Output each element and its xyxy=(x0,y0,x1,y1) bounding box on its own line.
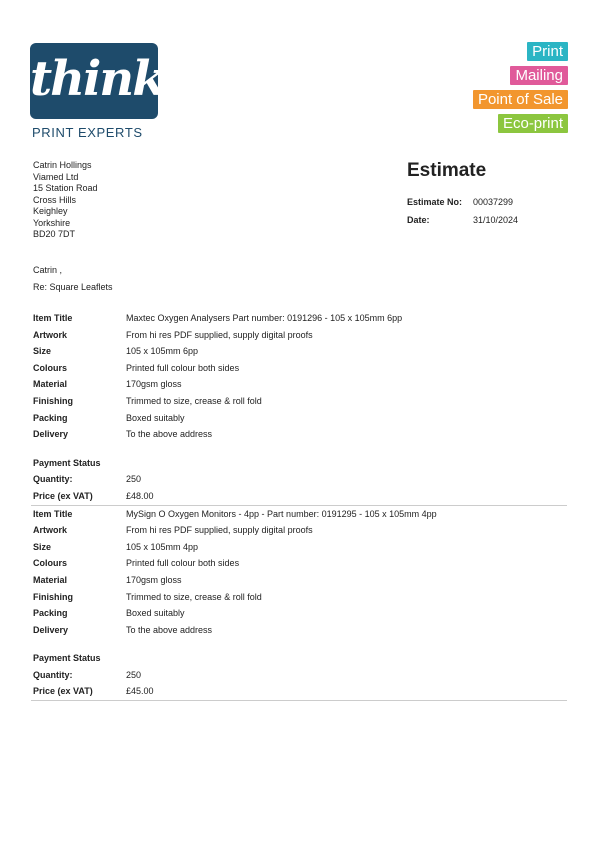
detail-label: Material xyxy=(33,379,68,390)
detail-row xyxy=(31,506,567,523)
address-line: Yorkshire xyxy=(33,217,71,228)
detail-row xyxy=(31,376,567,393)
price-label: Price (ex VAT) xyxy=(33,686,93,697)
logo-wordmark: think xyxy=(30,51,164,107)
salutation: Catrin , xyxy=(33,265,63,275)
price-row xyxy=(31,683,567,700)
detail-value: From hi res PDF supplied, supply digital proofs xyxy=(126,329,313,340)
estimate-date: 31/10/2024 xyxy=(473,215,519,225)
estimate-meta xyxy=(407,193,518,229)
document-title: Estimate xyxy=(407,160,487,181)
quantity-value: 250 xyxy=(126,669,142,680)
estimate-items xyxy=(31,310,567,701)
address-line: 15 Station Road xyxy=(33,183,98,193)
estimate-item xyxy=(31,506,567,702)
estimate-item xyxy=(31,310,567,506)
detail-label: Colours xyxy=(33,558,68,569)
payment-status-label: Payment Status xyxy=(33,457,101,468)
detail-value: Boxed suitably xyxy=(126,412,185,423)
quantity-row xyxy=(31,471,567,488)
date-label: Date: xyxy=(407,215,430,225)
subject-line: Re: Square Leaflets xyxy=(33,282,113,292)
detail-label: Delivery xyxy=(33,429,69,440)
detail-row xyxy=(31,589,567,606)
detail-value: 105 x 105mm 4pp xyxy=(126,541,199,552)
detail-label: Artwork xyxy=(33,329,68,340)
price-value: £48.00 xyxy=(126,490,154,501)
address-line: Cross Hills xyxy=(33,194,77,205)
detail-row xyxy=(31,360,567,377)
detail-row xyxy=(31,343,567,360)
price-row xyxy=(31,488,567,505)
detail-row xyxy=(31,572,567,589)
detail-row xyxy=(31,555,567,572)
payment-status-row xyxy=(31,650,567,667)
quantity-label: Quantity: xyxy=(33,669,73,680)
detail-value: Maxtec Oxygen Analysers Part number: 0191296 - 105 x 105mm 6pp xyxy=(126,313,403,323)
detail-value: Boxed suitably xyxy=(126,608,185,619)
detail-label: Item Title xyxy=(33,313,73,323)
detail-value: From hi res PDF supplied, supply digital proofs xyxy=(126,525,313,536)
logo-tagline: PRINT EXPERTS xyxy=(32,125,143,140)
service-eco-print: Eco-print xyxy=(498,114,568,133)
detail-label: Packing xyxy=(33,608,68,619)
detail-row xyxy=(31,622,567,639)
detail-label: Size xyxy=(33,346,52,357)
detail-row xyxy=(31,310,567,327)
company-logo xyxy=(30,43,164,119)
detail-label: Delivery xyxy=(33,624,69,635)
detail-label: Artwork xyxy=(33,525,68,536)
services-list xyxy=(418,42,568,138)
detail-value: 105 x 105mm 6pp xyxy=(126,346,199,357)
detail-label: Finishing xyxy=(33,591,73,602)
detail-value: To the above address xyxy=(126,624,213,635)
address-line: Keighley xyxy=(33,206,68,216)
detail-row xyxy=(31,393,567,410)
recipient-address xyxy=(33,160,98,241)
detail-value: 170gsm gloss xyxy=(126,574,182,585)
payment-status-label: Payment Status xyxy=(33,653,101,664)
quantity-label: Quantity: xyxy=(33,474,73,485)
service-mailing: Mailing xyxy=(510,66,568,85)
detail-value: 170gsm gloss xyxy=(126,379,182,390)
price-label: Price (ex VAT) xyxy=(33,490,93,501)
detail-value: Trimmed to size, crease & roll fold xyxy=(126,591,262,602)
detail-value: Trimmed to size, crease & roll fold xyxy=(126,395,262,406)
detail-label: Packing xyxy=(33,412,68,423)
detail-label: Size xyxy=(33,541,52,552)
estimate-number: 00037299 xyxy=(473,197,514,207)
detail-value: To the above address xyxy=(126,429,213,440)
service-print: Print xyxy=(527,42,568,61)
detail-value: Printed full colour both sides xyxy=(126,558,240,569)
detail-row xyxy=(31,605,567,622)
detail-row xyxy=(31,539,567,556)
price-value: £45.00 xyxy=(126,686,154,697)
detail-row xyxy=(31,410,567,427)
detail-row xyxy=(31,426,567,443)
detail-label: Item Title xyxy=(33,508,73,519)
quantity-value: 250 xyxy=(126,474,142,485)
recipient-name: Catrin Hollings xyxy=(33,160,92,170)
service-point-of-sale: Point of Sale xyxy=(473,90,568,109)
detail-label: Finishing xyxy=(33,395,73,406)
detail-row xyxy=(31,327,567,344)
detail-row xyxy=(31,522,567,539)
quantity-row xyxy=(31,667,567,684)
detail-label: Material xyxy=(33,574,68,585)
recipient-company: Viamed Ltd xyxy=(33,171,79,182)
address-line: BD20 7DT xyxy=(33,229,76,239)
detail-label: Colours xyxy=(33,362,68,373)
estimate-number-label: Estimate No: xyxy=(407,197,463,207)
detail-value: Printed full colour both sides xyxy=(126,362,240,373)
detail-value: MySign O Oxygen Monitors - 4pp - Part number: 0191295 - 105 x 105mm 4pp xyxy=(126,508,437,519)
payment-status-row xyxy=(31,455,567,472)
